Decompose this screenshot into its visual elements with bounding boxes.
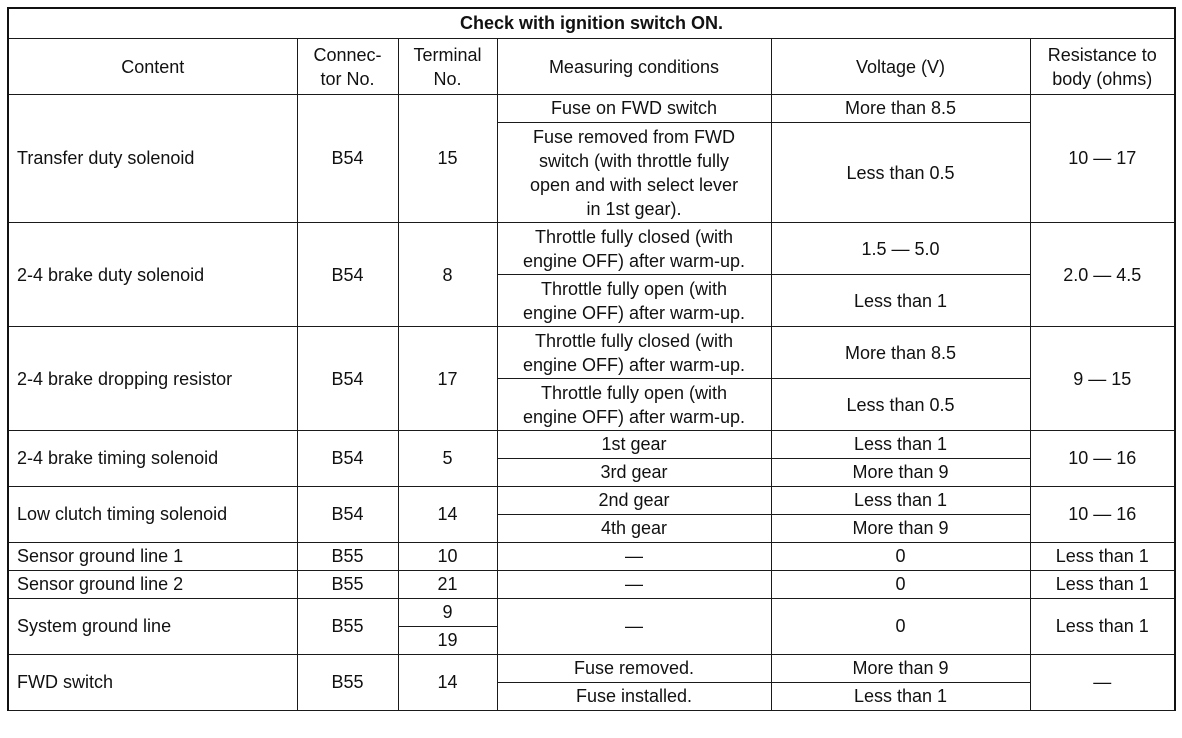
cell-connector: B54: [297, 223, 398, 327]
cell-content: 2-4 brake dropping resistor: [8, 327, 297, 431]
cell-voltage: 0: [771, 543, 1030, 571]
cell-voltage: Less than 1: [771, 275, 1030, 327]
cell-content: 2-4 brake timing solenoid: [8, 431, 297, 487]
cell-terminal: 9: [398, 599, 497, 627]
cell-condition: —: [497, 571, 771, 599]
cell-resistance: Less than 1: [1030, 599, 1175, 655]
cell-voltage: More than 9: [771, 655, 1030, 683]
cell-content: 2-4 brake duty solenoid: [8, 223, 297, 327]
cell-condition: Fuse on FWD switch: [497, 95, 771, 123]
cell-condition: 3rd gear: [497, 459, 771, 487]
cell-connector: B55: [297, 655, 398, 711]
cell-voltage: 0: [771, 599, 1030, 655]
cell-terminal: 5: [398, 431, 497, 487]
cell-voltage: More than 8.5: [771, 95, 1030, 123]
cell-connector: B54: [297, 487, 398, 543]
cell-condition: Fuse installed.: [497, 683, 771, 711]
cell-condition: —: [497, 543, 771, 571]
cell-condition: —: [497, 599, 771, 655]
cell-connector: B54: [297, 327, 398, 431]
cell-resistance: Less than 1: [1030, 543, 1175, 571]
cell-condition: Throttle fully open (with engine OFF) after warm-up.: [497, 379, 771, 431]
cell-content: Transfer duty solenoid: [8, 95, 297, 223]
table-row: [8, 543, 1175, 571]
table-title: Check with ignition switch ON.: [8, 8, 1175, 39]
table-header-row: [8, 39, 1175, 95]
table-row: [8, 599, 1175, 627]
cell-resistance: 2.0 — 4.5: [1030, 223, 1175, 327]
cell-condition: 1st gear: [497, 431, 771, 459]
inspection-table: [7, 7, 1176, 711]
header-resistance: Resistance to body (ohms): [1030, 39, 1175, 95]
cell-condition: Throttle fully open (with engine OFF) after warm-up.: [497, 275, 771, 327]
cell-voltage: Less than 1: [771, 487, 1030, 515]
cell-connector: B55: [297, 599, 398, 655]
cell-terminal: 17: [398, 327, 497, 431]
cell-terminal: 19: [398, 627, 497, 655]
cell-resistance: 10 — 17: [1030, 95, 1175, 223]
cell-voltage: Less than 0.5: [771, 379, 1030, 431]
cell-voltage: 1.5 — 5.0: [771, 223, 1030, 275]
cell-condition: Fuse removed.: [497, 655, 771, 683]
cell-connector: B55: [297, 543, 398, 571]
table-row: [8, 95, 1175, 123]
cell-condition: Throttle fully closed (with engine OFF) after warm-up.: [497, 223, 771, 275]
cell-terminal: 10: [398, 543, 497, 571]
cell-voltage: More than 8.5: [771, 327, 1030, 379]
cell-condition: Throttle fully closed (with engine OFF) after warm-up.: [497, 327, 771, 379]
cell-terminal: 15: [398, 95, 497, 223]
cell-condition: 2nd gear: [497, 487, 771, 515]
cell-content: Low clutch timing solenoid: [8, 487, 297, 543]
table-row: [8, 223, 1175, 275]
cell-condition: 4th gear: [497, 515, 771, 543]
cell-content: System ground line: [8, 599, 297, 655]
cell-connector: B54: [297, 95, 398, 223]
cell-resistance: 10 — 16: [1030, 431, 1175, 487]
cell-resistance: 9 — 15: [1030, 327, 1175, 431]
cell-terminal: 21: [398, 571, 497, 599]
table-row: [8, 431, 1175, 459]
cell-voltage: 0: [771, 571, 1030, 599]
cell-terminal: 8: [398, 223, 497, 327]
table-row: [8, 571, 1175, 599]
cell-content: Sensor ground line 1: [8, 543, 297, 571]
cell-content: FWD switch: [8, 655, 297, 711]
header-measuring-conditions: Measuring conditions: [497, 39, 771, 95]
header-content: Content: [8, 39, 297, 95]
table-row: [8, 655, 1175, 683]
table-row: [8, 487, 1175, 515]
cell-connector: B55: [297, 571, 398, 599]
cell-condition: Fuse removed from FWD switch (with throttle fully open and with select lever in 1st gear).: [497, 123, 771, 223]
cell-voltage: Less than 1: [771, 431, 1030, 459]
header-voltage: Voltage (V): [771, 39, 1030, 95]
cell-voltage: More than 9: [771, 459, 1030, 487]
table-row: [8, 327, 1175, 379]
cell-resistance: Less than 1: [1030, 571, 1175, 599]
cell-connector: B54: [297, 431, 398, 487]
table-title-row: [8, 8, 1175, 39]
cell-voltage: Less than 1: [771, 683, 1030, 711]
header-terminal-no: Terminal No.: [398, 39, 497, 95]
header-connector-no: Connec- tor No.: [297, 39, 398, 95]
cell-resistance: 10 — 16: [1030, 487, 1175, 543]
cell-content: Sensor ground line 2: [8, 571, 297, 599]
cell-resistance: —: [1030, 655, 1175, 711]
cell-voltage: Less than 0.5: [771, 123, 1030, 223]
cell-voltage: More than 9: [771, 515, 1030, 543]
cell-terminal: 14: [398, 487, 497, 543]
cell-terminal: 14: [398, 655, 497, 711]
